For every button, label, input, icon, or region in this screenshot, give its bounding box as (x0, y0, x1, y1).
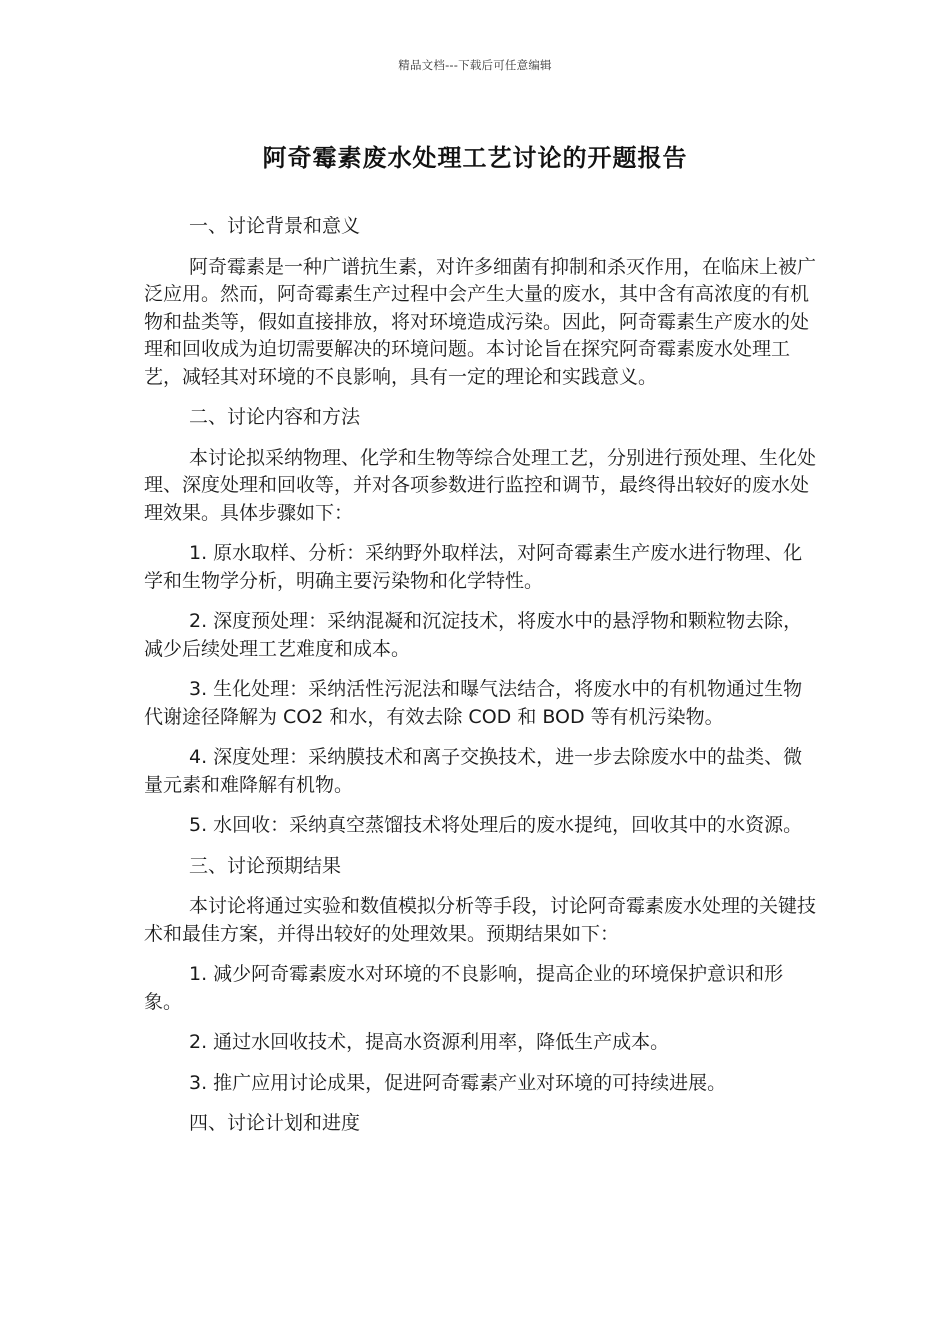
document-title: 阿奇霉素废水处理工艺讨论的开题报告 (262, 144, 688, 172)
method-step: 3. 生化处理：采纳活性污泥法和曝气法结合，将废水中的有机物通过生物代谢途径降解为 CO2 和水，有效去除 COD 和 BOD 等有机污染物。 (144, 678, 803, 728)
method-step: 2. 深度预处理：采纳混凝和沉淀技术，将废水中的悬浮物和颗粒物去除，减少后续处理工艺难度和成本。 (144, 610, 803, 660)
result-item: 1. 减少阿奇霉素废水对环境的不良影响，提高企业的环境保护意识和形象。 (144, 963, 784, 1013)
method-step: 1. 原水取样、分析：采纳野外取样法，对阿奇霉素生产废水进行物理、化学和生物学分析，明确主要污染物和化学特性。 (144, 542, 803, 592)
document-body (144, 213, 820, 1138)
result-item: 3. 推广应用讨论成果，促进阿奇霉素产业对环境的可持续进展。 (189, 1071, 727, 1094)
section-heading-expected-results: 三、讨论预期结果 (189, 854, 342, 877)
header-note: 精品文档---下载后可任意编辑 (398, 58, 552, 72)
paragraph-methods: 本讨论拟采纳物理、化学和生物等综合处理工艺，分别进行预处理、生化处理、深度处理和回收等，并对各项参数进行监控和调节，最终得出较好的废水处理效果。具体步骤如下： (144, 446, 817, 524)
method-step: 5. 水回收：采纳真空蒸馏技术将处理后的废水提纯，回收其中的水资源。 (189, 814, 803, 836)
paragraph-expected-results: 本讨论将通过实验和数值模拟分析等手段，讨论阿奇霉素废水处理的关键技术和最佳方案，并得出较好的处理效果。预期结果如下： (144, 895, 817, 945)
section-heading-background: 一、讨论背景和意义 (189, 215, 361, 237)
paragraph-background: 阿奇霉素是一种广谱抗生素，对许多细菌有抑制和杀灭作用，在临床上被广泛应用。然而，阿奇霉素生产过程中会产生大量的废水，其中含有高浓度的有机物和盐类等，假如直接排放，将对环境造成污染。因此，阿奇霉素生产废水的处理和回收成为迫切需要解决的环境问题。本讨论旨在探究阿奇霉素废水处理工艺，减轻其对环境的不良影响，具有一定的理论和实践意义。 (144, 255, 817, 388)
method-step: 4. 深度处理：采纳膜技术和离子交换技术，进一步去除废水中的盐类、微量元素和难降解有机物。 (144, 746, 803, 796)
section-heading-methods: 二、讨论内容和方法 (189, 406, 361, 428)
section-heading-plan: 四、讨论计划和进度 (189, 1112, 361, 1134)
result-item: 2. 通过水回收技术，提高水资源利用率，降低生产成本。 (189, 1031, 670, 1053)
